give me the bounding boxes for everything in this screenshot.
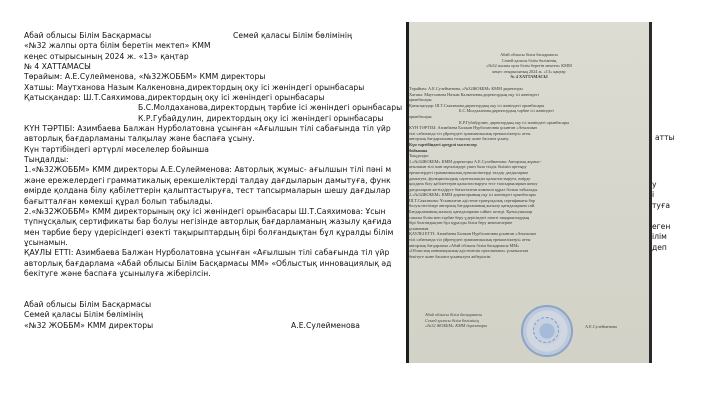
heard-overflow-fragment: деп [652, 243, 667, 252]
attendee-line: Б.С.Молдаханова,директордың тәрбие ісі жөніндегі орынбасары [138, 103, 403, 113]
secretary-line: Хатшы: Маутханова Назым Калкеновна,директордың оқу ісі жөніндегі орынбасары [24, 82, 365, 92]
heard-label: Тыңдалды: [24, 155, 69, 165]
signature-line: «№32 ЖОББМ» КММ директоры [24, 320, 154, 330]
heard-overflow-fragment: туға [652, 201, 671, 210]
header-line-region: Абай облысы Білім Басқармасы [24, 31, 152, 40]
heard-line: өмірде қолдана білу қабілеттерін қалыптастыруға, тест тапсырмаларын шешу дағдылар [24, 186, 391, 196]
scanned-protocol-photo [406, 22, 655, 363]
signature-line: Семей қаласы Білім бөлімінің [24, 310, 144, 320]
agenda-line: КҮН ТӘРТІБІ: Азимбаева Балжан Нурболатовна ұсынған «Ағылшын тілі сабағында тіл үйр [24, 124, 391, 134]
agenda-overflow-fragment: атты [655, 133, 675, 142]
header-line-meeting-date: кеңес отырысының 2024 ж. «13» қаңтар [24, 51, 189, 61]
heard-overflow-fragment: і [652, 190, 655, 199]
resolution-line: авторлық бағдарлама «Абай облысы Білім Басқармасы ММ» «Облыстық инновациялық әд [24, 258, 392, 268]
resolution-line: бекітуге және баспаға ұсынылуға жіберілсін. [24, 268, 211, 278]
header-line-city-department: Семей қаласы Білім бөлімінің [233, 31, 353, 40]
signature-line: Абай облысы Білім Басқармасы [24, 299, 152, 309]
photo-signature-block: Абай облысы білім басқармасы Семей қаласы білім бөлімінің «№32 ЖОББМ» КММ директоры [425, 312, 487, 329]
heard-line: және ережелердегі грамматикалық ерекшеліктерді талдау дағдыларын дамытуға, функ [24, 175, 391, 185]
heard-overflow-fragment: еген [652, 222, 671, 231]
resolution-line: ҚАУЛЫ ЕТТІ: Азимбаева Балжан Нурболатовна ұсынған «Ағылшын тілі сабағында тіл үйр [24, 248, 390, 258]
heard-line: 2.«№32ЖОББМ» КММ директорының оқу ісі жөніндегі орынбасары Ш.Т.Саяхимова: Ұсын [24, 206, 386, 216]
chair-line: Төрайым: А.Е.Сулейменова, «№32ЖОББМ» КММ директоры [24, 72, 266, 82]
official-seal-icon [521, 305, 573, 357]
heard-line: мен тәрбие беру үдерісіндегі өзекті тақырыптардың бірі болғандықтан бұл құралды білім [24, 227, 394, 237]
attendees-line: Қатысқандар: Ш.Т.Саяхимова,директордың оқу ісі жөніндегі орынбасары [24, 93, 325, 103]
photo-header: Абай облысы білім басқармасы Семей қаласы білім бөлімінің «№32 жалпы орта білім беретін мектеп» КММ кеңес отырысының 2024 ж. «13» қаңтар № 4 ХАТТАМАСЫ [486, 52, 572, 80]
heard-line: түпнұсқалық сертификаты бар болуы негізінде авторлық бағдарламаның жазылу қағида [24, 217, 392, 227]
heard-line: 1.«№32ЖОББМ» КММ директоры А.Е.Сулейменова: Авторлық жұмыс- ағылшын тілі пәні м [24, 165, 392, 175]
attendee-line: К.Р.Губайдулин, директордың оқу ісі жөніндегі орынбасары [138, 113, 384, 123]
agenda-line: авторлық бағдарламаны талқылау және баспаға ұсыну. [24, 134, 255, 144]
header-line-school: «№32 жалпы орта білім беретін мектеп» КММ [24, 41, 211, 51]
photo-body: Төрайым: А.Е.Сулейменова, «№32ЖОББМ» КММ директоры Хатшы: Маутханова Назым Калкеновна,директордың оқу ісі жөніндегі орынбасары Қатысқандар: Ш.Т.Саяхимова,директордың оқу ісі жөніндегі орынбасары Б.С.Молдаханова,директордың тәрбие ісі жөніндегі орынбасары К.Р.Губайдулин, директордың оқу ісі жөніндегі орынбасары КҮН ТӘРТІБІ: Азимбаева Балжан Нурболатовна ұсынған «Ағылшын тілі сабағында тіл үйренудегі грамматикалық ерекшеліктері» атты авторлық бағдарламаны талқылау және баспаға ұсыну. Күн тәртібіндегі әртүрлі мәселелер бойынша Тыңдалды: 1.«№32ЖОББМ» КММ директоры А.Е.Сулейменова: Авторлық жұмыс- ағылшын тілі пәні мұғалімдері үшін бала тілдік білімін арттыру ережелердегі грамматикалық ерекшеліктерді талдау дағдыларын дамытуға, функционалдық сауаттылықты қалыптастыруға, өмірде қолдана білу қабілеттерін қалыптастыруға тест тапсырмаларын шешу дағдыларын жетілдіруге бағытталған көмекші құрал болып табылады. 2.«№32ЖОББМ» КММ директорының оқу ісі жөніндегі орынбасары Ш.Т.Саяхимова: Ұсынылған әдістеме тұпнұсқалық сертификаты бар болуы негізінде авторлық бағдарламаның жазылу қағидаларына сай. Бағдарламаның жазылу қағидаларына сәйкес келеді. Қатысушылар сапалы білім мен тәрбие беру үдерісіндегі өзекті тақырыптардың бірі болғандықтан бұл құралды білім беру мекемелеріне ұсынамын. ҚАУЛЫ ЕТТІ: Азимбаева Балжан Нурболатовна ұсынған «Ағылшын тілі сабағында тіл үйренудегі грамматикалық ерекшеліктері» атты авторлық бағдарлама «Абай облысы білім басқармасы ММ» «Облыстық инновациялық-әдістемелік орталығына» ұсынылсын бекітуге және баспаға ұсынылуға жіберілсін. [409, 86, 570, 259]
photo-signature-name: А.Е.Сулейменова [585, 324, 617, 329]
misc-issues-line: Күн тәртібіндегі әртүрлі мәселелер бойынша [24, 144, 209, 154]
protocol-number: № 4 ХАТТАМАСЫ [24, 62, 91, 72]
heard-line: бағытталған көмекші құрал болып табылады. [24, 196, 213, 206]
heard-overflow-fragment: ілім [652, 232, 667, 241]
heard-line: ұсынамын. [24, 237, 68, 247]
heard-overflow-fragment: у [652, 180, 657, 189]
signature-name: А.Е.Сулейменова [291, 320, 360, 330]
